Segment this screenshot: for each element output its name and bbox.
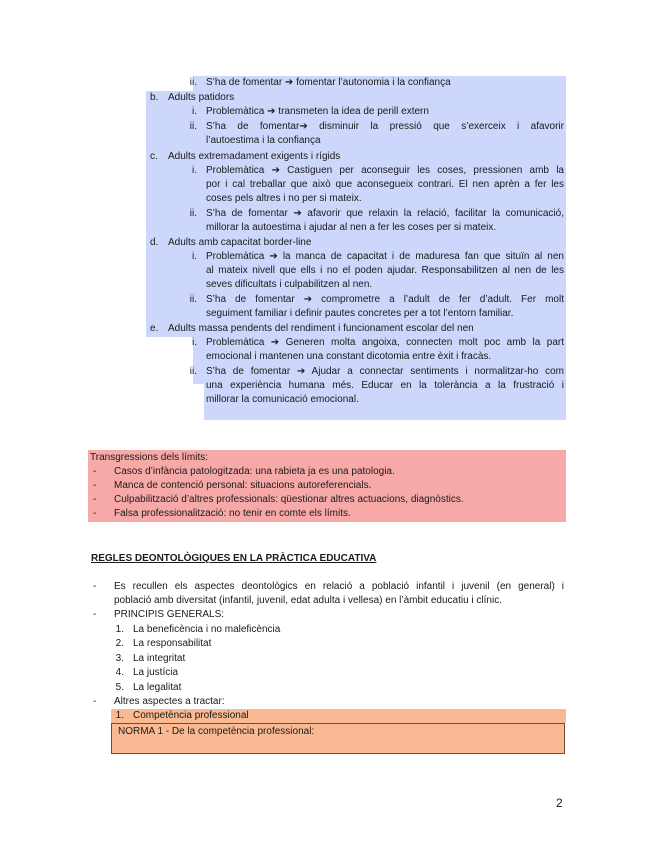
list-item: Problemàtica ➔ la manca de capacitat i de maduresa fan que situïn al nen al mateix nivell que ells i no el poden ajudar. Responsabilitzen al nen de les seves dificultats i culpabilitzen al nen.	[206, 251, 564, 290]
bullet: -	[93, 696, 97, 707]
list-item: S’ha de fomentar ➔ afavorir que relaxin la relació, facilitar la comunicació, millorar la autoestima i ajudar al nen a fer les coses per si mateix.	[206, 208, 564, 233]
list-marker: d.	[150, 237, 159, 248]
list-marker: ii.	[189, 208, 197, 219]
list-item: Problemàtica ➔ transmeten la idea de perill extern	[206, 106, 429, 117]
list-item: La justícia	[133, 667, 179, 678]
list-item: Competència professional	[133, 710, 249, 721]
section-heading: PRINCIPIS GENERALS:	[114, 609, 225, 620]
list-marker: e.	[150, 323, 159, 334]
section-heading: Altres aspectes a tractar:	[114, 696, 225, 707]
list-item: S’ha de fomentar➔ disminuir la pressió que s’exerceix i afavorir l’autoestima i la confiança	[206, 121, 564, 146]
list-item: La responsabilitat	[133, 638, 212, 649]
list-marker: 1.	[115, 624, 124, 635]
list-marker: b.	[150, 92, 159, 103]
list-item: S’ha de fomentar ➔ Ajudar a connectar sentiments i normalitzar-ho com una experiència humana més. Educar en la tolerància a la frustració i millorar la comunicació emocional.	[206, 366, 564, 405]
list-item: Falsa professionalització: no tenir en comte els límits.	[114, 508, 351, 519]
page-number: 2	[556, 796, 563, 810]
list-item: S’ha de fomentar ➔ comprometre a l’adult de fer d’adult. Fer molt seguiment familiar i definir pautes concretes per a tot l’entorn familiar.	[206, 294, 564, 319]
section-heading: Transgressions dels límits:	[90, 452, 208, 463]
bullet: -	[93, 508, 97, 519]
list-marker: i.	[192, 106, 197, 117]
list-item: La legalitat	[133, 682, 182, 693]
list-marker: i.	[192, 165, 197, 176]
bullet: -	[93, 609, 97, 620]
list-marker: 5.	[115, 682, 124, 693]
section-heading: Adults extremadament exigents i rígids	[168, 151, 341, 162]
list-marker: ii.	[189, 77, 197, 88]
bullet: -	[93, 480, 97, 491]
list-marker: 2.	[115, 638, 124, 649]
list-marker: ii.	[189, 121, 197, 132]
section-heading: Adults massa pendents del rendiment i funcionament escolar del nen	[168, 323, 474, 334]
section-heading: Adults patidors	[168, 92, 235, 103]
list-item: Problemàtica ➔ Castiguen per aconseguir les coses, pressionen amb la por i cal treballar que això que aconsegueix contrari. El nen aprèn a fer les coses pels altres i no per si mateix.	[206, 165, 564, 204]
bullet: -	[93, 466, 97, 477]
list-marker: c.	[150, 151, 158, 162]
list-item: La integritat	[133, 653, 186, 664]
section-title: REGLES DEONTOLÒGIQUES EN LA PRÀCTICA EDUCATIVA	[91, 553, 377, 564]
bullet: -	[93, 581, 97, 592]
list-marker: 4.	[115, 667, 124, 678]
list-marker: i.	[192, 251, 197, 262]
list-marker: ii.	[189, 366, 197, 377]
list-marker: 1.	[115, 710, 124, 721]
list-item: Culpabilització d’altres professionals: qüestionar altres actuacions, diagnòstics.	[114, 494, 464, 505]
section-heading: Adults amb capacitat border-line	[168, 237, 312, 248]
list-item: Casos d’infància patologitzada: una rabieta ja es una patologia.	[114, 466, 395, 477]
list-item: Manca de contenció personal: situacions autoreferencials.	[114, 480, 372, 491]
list-item: Problemàtica ➔ Generen molta angoixa, connecten molt poc amb la part emocional i mantenen una constant dicotomia entre èxit i fracàs.	[206, 337, 564, 362]
list-item: La beneficència i no maleficència	[133, 624, 281, 635]
list-marker: ii.	[189, 294, 197, 305]
intro-paragraph: Es recullen els aspectes deontològics en relació a població infantil i juvenil (en general) i població amb diversitat (infantil, juvenil, edat adulta i vellesa) en l’àmbit educatiu i clínic.	[114, 581, 564, 606]
list-marker: i.	[192, 337, 197, 348]
list-item: S’ha de fomentar ➔ fomentar l’autonomia i la confiança	[206, 77, 451, 88]
list-marker: 3.	[115, 653, 124, 664]
norma-title: NORMA 1 - De la competència professional:	[118, 726, 315, 737]
bullet: -	[93, 494, 97, 505]
